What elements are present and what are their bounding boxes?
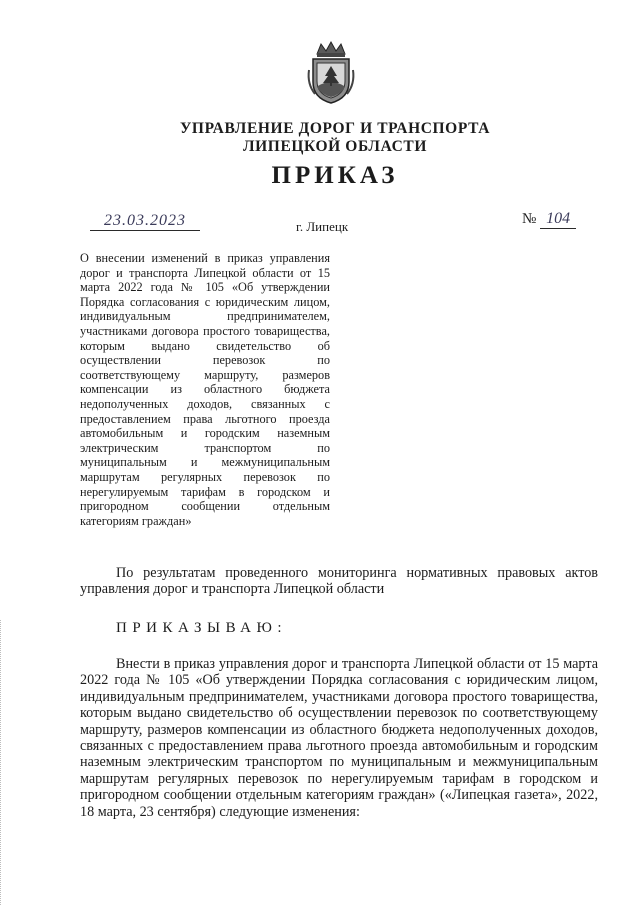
number-value: 104 <box>540 210 576 229</box>
organization-name: УПРАВЛЕНИЕ ДОРОГ И ТРАНСПОРТА <box>179 120 491 137</box>
order-heading: ПРИКАЗЫВАЮ: <box>116 620 288 636</box>
coat-of-arms-icon <box>303 40 359 106</box>
document-city: г. Липецк <box>296 219 349 234</box>
document-title: ПРИКАЗ <box>271 162 399 189</box>
preamble-paragraph: По результатам проведенного мониторинга нормативных правовых актов управления дорог и транспорта Липецкой области <box>80 565 598 598</box>
document-number <box>522 210 576 229</box>
scan-edge-divider <box>0 620 3 905</box>
number-label: № <box>522 211 537 227</box>
organization-region: ЛИПЕЦКОЙ ОБЛАСТИ <box>243 138 427 155</box>
document-date: 23.03.2023 <box>90 212 200 231</box>
order-paragraph: Внести в приказ управления дорог и транспорта Липецкой области от 15 марта 2022 года № 105 «Об утверждении Порядка согласования с юридическим лицом, индивидуальным предпринимателем, участниками договора простого товарищества, которым выдано свидетельство об осуществлении перевозок по соответствующему маршруту, размеров компенсации из областного бюджета недополученных доходов, связанных с предоставлением права льготного проезда автомобильным и городским наземным электрическим транспортом по муниципальным и межмуниципальным маршрутам регулярных перевозок по нерегулируемым тарифам в городском и пригородном сообщении отдельным категориям граждан» («Липецкая газета», 2022, 18 марта, 23 сентября) следующие изменения: <box>80 656 598 820</box>
document-subject: О внесении изменений в приказ управления дорог и транспорта Липецкой области от 15 марта 2022 года № 105 «Об утверждении Порядка согласования с юридическим лицом, индивидуальным предпринимателем, участниками договора простого товарищества, которым выдано свидетельство об осуществлении перевозок по соответствующему маршруту, размеров компенсации из областного бюджета недополученных доходов, связанных с предоставлением права льготного проезда автомобильным и городским наземным электрическим транспортом по муниципальным и межмуниципальным маршрутам регулярных перевозок по нерегулируемым тарифам в городском и пригородном сообщении отдельным категориям граждан» <box>80 251 330 528</box>
